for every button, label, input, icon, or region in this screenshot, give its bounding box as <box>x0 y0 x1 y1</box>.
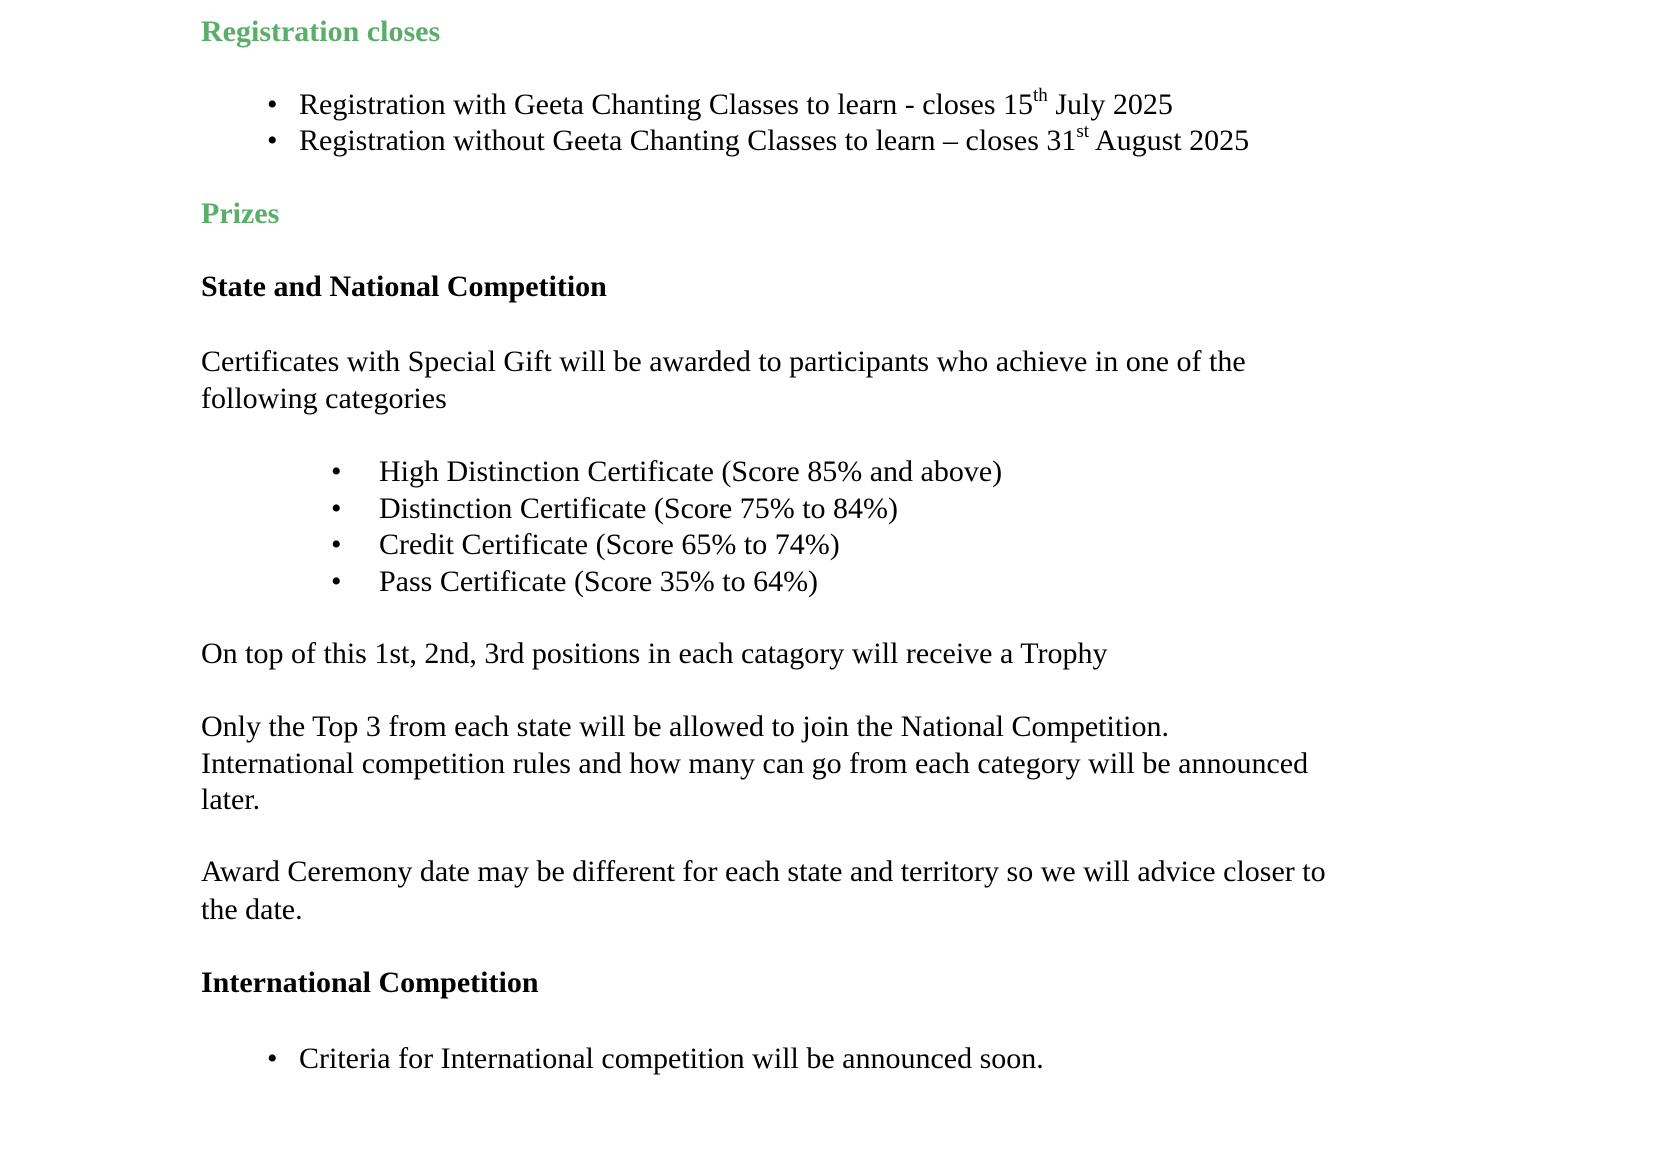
bullet-icon: • <box>331 492 342 525</box>
registration-heading: Registration closes <box>201 15 441 48</box>
top3-line-3: later. <box>201 783 261 816</box>
prizes-heading: Prizes <box>201 197 280 230</box>
bullet-icon: • <box>331 528 342 561</box>
intro-line-2: following categories <box>201 382 447 415</box>
category-item: Pass Certificate (Score 35% to 64%) <box>379 565 819 598</box>
category-item: High Distinction Certificate (Score 85% and above) <box>379 455 1003 488</box>
intro-line-1: Certificates with Special Gift will be awarded to participants who achieve in one of the <box>201 345 1246 378</box>
international-item: Criteria for International competition will be announced soon. <box>299 1042 1044 1075</box>
bullet-icon: • <box>331 565 342 598</box>
international-heading: International Competition <box>201 966 539 999</box>
registration-item-1: Registration with Geeta Chanting Classes to learn - closes 15th July 2025 <box>299 85 1173 121</box>
bullet-icon: • <box>331 455 342 488</box>
award-line-2: the date. <box>201 893 303 926</box>
top3-line-1: Only the Top 3 from each state will be allowed to join the National Competition. <box>201 710 1169 743</box>
state-national-heading: State and National Competition <box>201 270 607 303</box>
bullet-icon: • <box>267 1042 278 1075</box>
category-item: Distinction Certificate (Score 75% to 84%) <box>379 492 899 525</box>
category-item: Credit Certificate (Score 65% to 74%) <box>379 528 840 561</box>
trophy-note: On top of this 1st, 2nd, 3rd positions in each catagory will receive a Trophy <box>201 637 1108 670</box>
bullet-icon: • <box>267 88 278 121</box>
bullet-icon: • <box>267 124 278 157</box>
top3-line-2: International competition rules and how many can go from each category will be announced <box>201 747 1309 780</box>
award-line-1: Award Ceremony date may be different for each state and territory so we will advice closer to <box>201 855 1326 888</box>
registration-item-2: Registration without Geeta Chanting Classes to learn – closes 31st August 2025 <box>299 121 1250 157</box>
